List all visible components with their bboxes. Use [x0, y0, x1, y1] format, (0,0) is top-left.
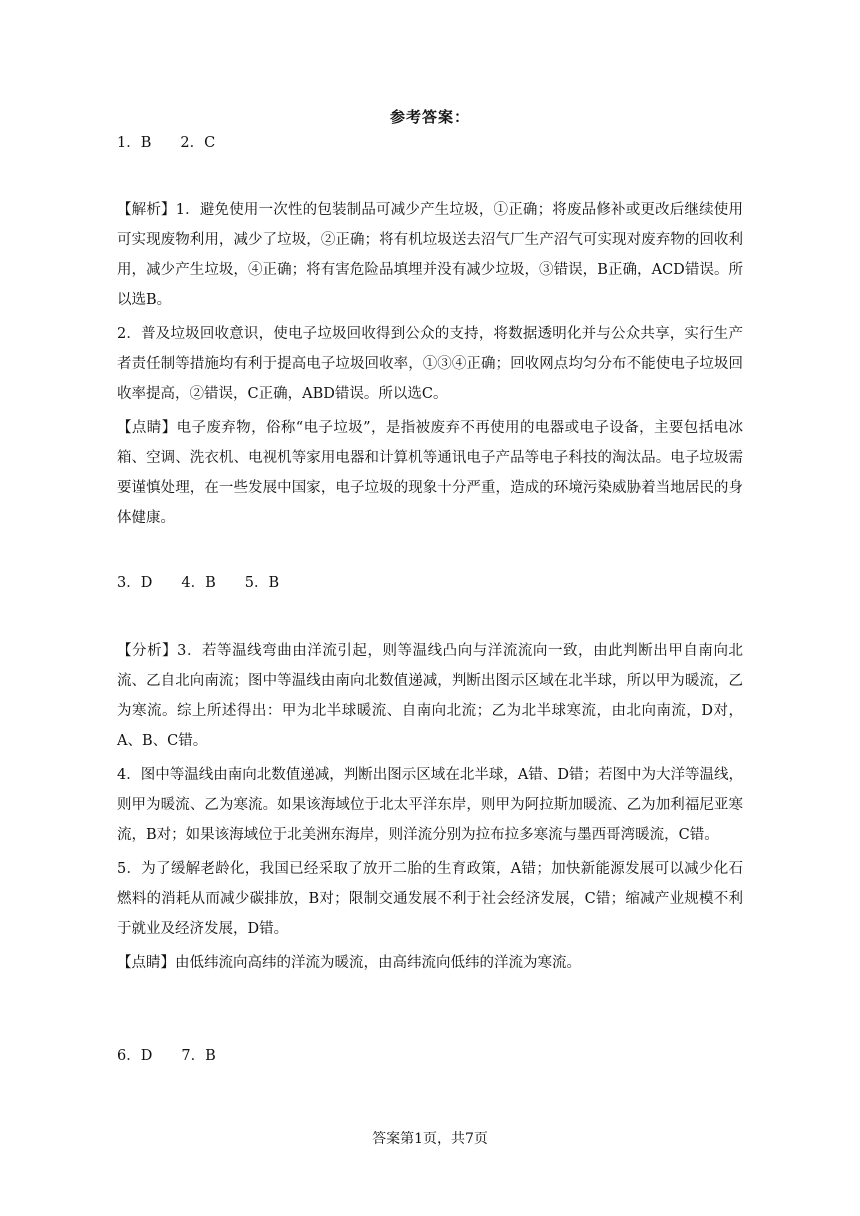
explanation-paragraph: 【解析】1．避免使用一次性的包装制品可减少产生垃圾，①正确；将废品修补或更改后继续使用可实现废物利用，减少了垃圾，②正确；将有机垃圾送去沼气厂生产沼气可实现对废弃物的回收利用，减少产生垃圾，④正确；将有害危险品填埋并没有减少垃圾，③错误，B正确，ACD错误。所以选B。 — [117, 202, 743, 308]
page-footer: 答案第1页，共7页 — [372, 1131, 488, 1147]
explanation-block-1 — [117, 195, 743, 533]
note-paragraph: 【点睛】由低纬流向高纬的洋流为暖流，由高纬流向低纬的洋流为寒流。 — [117, 955, 581, 971]
analysis-paragraph: 4．图中等温线由南向北数值递减，判断出图示区域在北半球，A错、D错；若图中为大洋等温线，则甲为暖流、乙为寒流。如果该海域位于北太平洋东岸，则甲为阿拉斯加暖流、乙为加利福尼亚寒流，B对；如果该海域位于北美洲东海岸，则洋流分别为拉布拉多寒流与墨西哥湾暖流，C错。 — [117, 767, 743, 843]
answers-1-2 — [117, 130, 743, 156]
analysis-paragraph: 【分析】3．若等温线弯曲由洋流引起，则等温线凸向与洋流流向一致，由此判断出甲自南向北流、乙自北向南流；图中等温线由南向北数值递减，判断出图示区域在北半球，所以甲为暖流，乙为寒流。综上所述得出：甲为北半球暖流、自南向北流；乙为北半球寒流，由北向南流，D对，A、B、C错。 — [117, 643, 743, 749]
explanation-block-2 — [117, 636, 743, 978]
answers-3-5 — [117, 570, 743, 596]
note-paragraph: 【点睛】电子废弃物，俗称“电子垃圾”，是指被废弃不再使用的电器或电子设备，主要包括电冰箱、空调、洗衣机、电视机等家用电器和计算机等通讯电子产品等电子科技的淘汰品。电子垃圾需要谨慎处理，在一些发展中国家，电子垃圾的现象十分严重，造成的环境污染威胁着当地居民的身体健康。 — [117, 420, 743, 526]
answer-line: 6．D 7．B — [117, 1048, 216, 1064]
answers-6-7 — [117, 1043, 743, 1069]
answer-line: 3．D 4．B 5．B — [117, 575, 280, 591]
analysis-paragraph: 5．为了缓解老龄化，我国已经采取了放开二胎的生育政策，A错；加快新能源发展可以减少化石燃料的消耗从而减少碳排放，B对；限制交通发展不利于社会经济发展，C错；缩减产业规模不利于就业及经济发展，D错。 — [117, 861, 743, 937]
explanation-paragraph: 2．普及垃圾回收意识，使电子垃圾回收得到公众的支持，将数据透明化并与公众共享，实行生产者责任制等措施均有利于提高电子垃圾回收率，①③④正确；回收网点均匀分布不能使电子垃圾回收率提高，②错误，C正确，ABD错误。所以选C。 — [117, 326, 743, 402]
page-title: 参考答案： — [389, 108, 470, 126]
answer-line: 1．B 2．C — [117, 135, 216, 151]
